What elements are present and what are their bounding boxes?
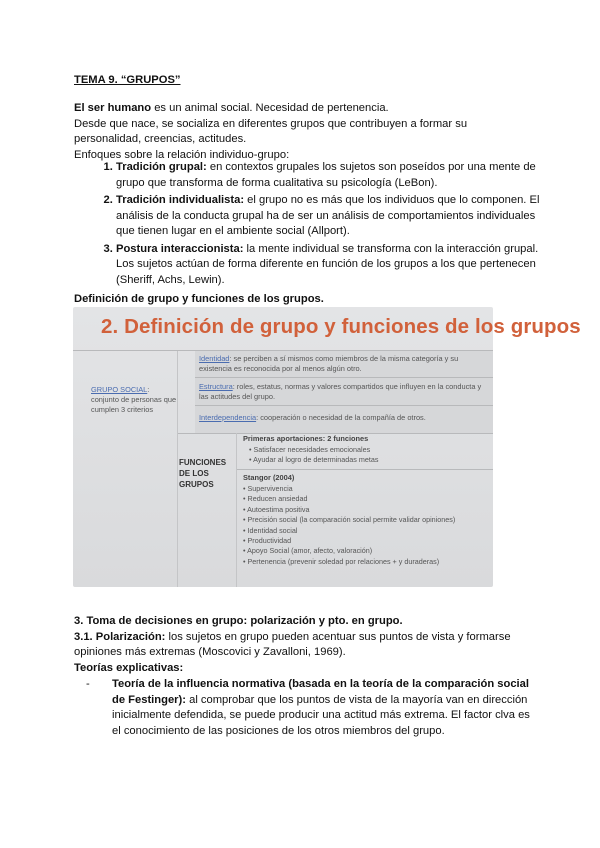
intro-lead-rest: es un animal social. Necesidad de pertenencia.	[151, 102, 389, 114]
list-item: • Apoyo Social (amor, afecto, valoración)	[243, 546, 489, 556]
stangor-heading: Stangor (2004)	[243, 473, 295, 482]
section3	[74, 614, 534, 676]
polarizacion-label: 3.1. Polarización:	[74, 630, 166, 643]
list-item: • Identidad social	[243, 526, 489, 536]
list-item: • Autoestima positiva	[243, 505, 489, 515]
criterion-text: : se perciben a sí mismos como miembros de la misma categoría y su existencia es reconocida por al menos algún otro.	[199, 354, 459, 373]
enfoques-list	[92, 160, 556, 290]
list-item: • Reducen ansiedad	[243, 494, 489, 504]
intro-bold-lead: El ser humano	[74, 102, 152, 114]
teorias-heading: Teorías explicativas:	[74, 661, 184, 674]
enfoque-text: el grupo no es más que los individuos que lo componen. El análisis de la conducta grupal ha de ser un análisis de comportamientos individuales que tienen lugar en el ambiente social (Allport).	[116, 194, 540, 237]
polarizacion-text: los sujetos en grupo pueden acentuar sus puntos de vista y formarse opiniones más extremas (Moscovici y Zavalloni, 1969).	[74, 630, 511, 658]
theory-text	[112, 677, 536, 739]
theory-body: al comprobar que los puntos de vista de la mayoría van en dirección inicialmente defendida, se puede producir una actitud más extrema. El factor clva es el conocimiento de las posiciones de los otros miembros del grupo.	[112, 693, 530, 737]
criterion-interdependencia	[199, 413, 491, 423]
enfoque-text: en contextos grupales los sujetos son poseídos por una mente de grupo que transforma de forma cualitativa su psicología (LeBon).	[116, 161, 536, 189]
enfoque-label: Tradición grupal:	[116, 161, 207, 173]
list-item	[116, 242, 556, 289]
list-item: • Satisfacer necesidades emocionales	[249, 445, 485, 455]
list-item	[116, 160, 556, 191]
primeras-heading: Primeras aportaciones: 2 funciones	[243, 434, 369, 443]
section2-heading: Definición de grupo y funciones de los grupos.	[74, 293, 324, 305]
funciones-label: FUNCIONES DE LOS GRUPOS	[179, 458, 227, 489]
primeras-list	[249, 445, 485, 466]
criterion-identidad	[199, 354, 491, 374]
intro-paragraph	[74, 101, 534, 163]
criterion-label: Identidad	[199, 354, 230, 363]
criterion-text: : cooperación o necesidad de la compañía de otros.	[256, 413, 426, 422]
intro-line2: Desde que nace, se socializa en diferentes grupos que contribuyen a formar su personalidad, creencias, actitudes.	[74, 117, 468, 145]
enfoque-label: Tradición individualista:	[116, 194, 245, 206]
enfoque-label: Postura interaccionista:	[116, 242, 244, 255]
page-title: TEMA 9. “GRUPOS”	[74, 74, 181, 86]
criterion-estructura	[199, 382, 491, 402]
slide-title: 2. Definición de grupo y funciones de los grupos	[101, 315, 581, 338]
dash-bullet: -	[86, 678, 90, 690]
grupo-social-def	[91, 385, 177, 415]
criterion-label: Interdependencia	[199, 413, 257, 422]
stangor-list	[243, 484, 489, 567]
criterion-text: : roles, estatus, normas y valores compartidos que influyen en la conducta y las actitudes del grupo.	[199, 382, 482, 401]
slide-image	[73, 307, 581, 587]
enfoque-text: la mente individual se transforma con la interacción grupal. Los sujetos actúan de forma diferente en función de los grupos a los que pertenecen (Sheriff, Achs, Lewin).	[116, 242, 539, 286]
list-item: • Pertenencia (prevenir soledad por relaciones + y duraderas)	[243, 557, 489, 567]
theory-label: Teoría de la influencia normativa (basada en la teoría de la comparación social de Festinger):	[112, 678, 529, 706]
intro-line3: Enfoques sobre la relación individuo-grupo:	[74, 148, 290, 161]
criterion-label: Estructura	[199, 382, 233, 391]
list-item: • Productividad	[243, 536, 489, 546]
grupo-social-rest: : conjunto de personas que cumplen 3 criterios	[91, 385, 177, 414]
section3-heading: 3. Toma de decisiones en grupo: polarización y pto. en grupo.	[74, 615, 403, 627]
list-item: • Ayudar al logro de determinadas metas	[249, 455, 485, 465]
grupo-social-label: GRUPO SOCIAL	[91, 385, 148, 394]
list-item: • Precisión social (la comparación social permite validar opiniones)	[243, 515, 489, 525]
list-item	[116, 193, 556, 240]
list-item: • Supervivencia	[243, 484, 489, 494]
